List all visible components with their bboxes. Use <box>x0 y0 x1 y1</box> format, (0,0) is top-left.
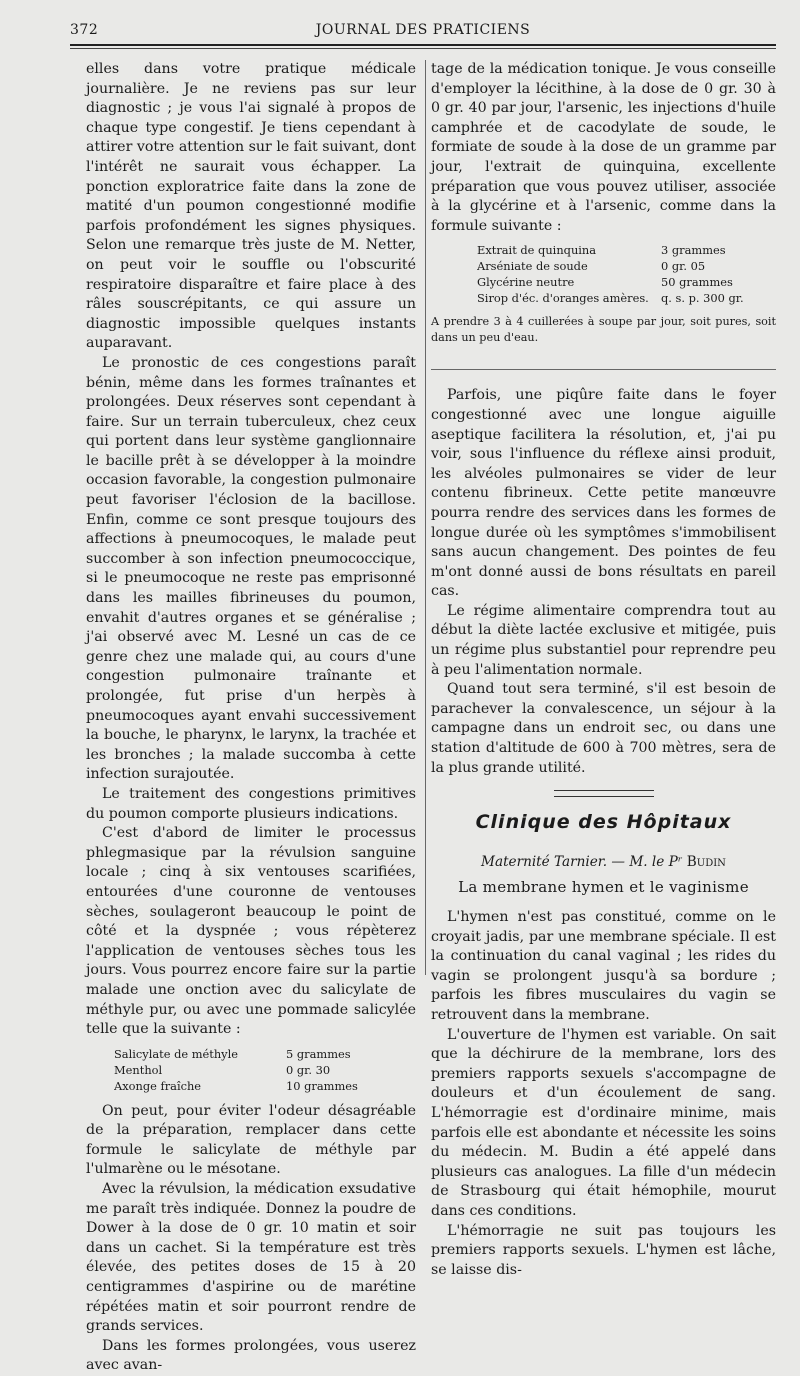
header-rule <box>70 44 776 46</box>
paragraph: Le pronostic de ces congestions paraît bénin, même dans les formes traînantes et prolongées. Deux réserves sont cependant à faire. Sur un terrain tuberculeux, chez ceux qui portent dans leur système ganglionnaire le bacille prêt à se développer à la moindre occasion favorable, la congestion pulmonaire peut favoriser l'éclosion de la bacillose. Enfin, comme ce sont presque toujours des affections à pneumocoques, le malade peut succomber à son infection pneumococcique, si le pneumocoque ne reste pas emprisonné dans les mailles fibrineuses du poumon, envahit d'autres organes et se généralise ; j'ai observé avec M. Lesné un cas de ce genre chez une malade qui, au cours d'une congestion pulmonaire traînante et prolongée, fut prise d'un herpès à pneumocoques ayant envahi successivement la bouche, le pharynx, le larynx, la trachée et les bronches ; la malade succomba à cette infection surajoutée. <box>86 354 416 783</box>
prescription-formula <box>431 242 776 306</box>
formula-ingredient: Salicylate de méthyle <box>114 1046 238 1061</box>
running-header <box>70 20 776 42</box>
formula-ingredient: Arséniate de soude <box>477 259 588 274</box>
formula-row <box>477 274 756 290</box>
paragraph: Parfois, une piqûre faite dans le foyer congestionné avec une longue aiguille aseptique facilitera la résolution, et, j'ai pu voir, sous l'influence du réflexe ainsi produit, les alvéoles pulmonaires se vider de leur contenu fibrineux. Cette petite manœuvre pourra rendre des services dans les formes de longue durée où les symptômes s'immobilisent sans aucun changement. Des pointes de feu m'ont donné aussi de bons résultats en pareil cas. <box>431 387 776 600</box>
formula-row <box>114 1078 380 1094</box>
paragraph: C'est d'abord de limiter le processus phlegmasique par la révulsion sanguine locale ; cinq à six ventouses scarifiées, entourées d'une couronne de ventouses sèches, soulageront beaucoup le point de côté et la dyspnée ; vous répèterez l'application de ventouses sèches tous les jours. Vous pourrez encore faire sur la partie malade une onction avec du salicylate de méthyle pur, ou avec une pommade salicylée telle que la suivante : <box>86 825 416 1038</box>
formula-row <box>114 1062 380 1078</box>
column-divider <box>425 60 426 975</box>
formula-row <box>114 1046 380 1062</box>
header-rule-thin <box>70 48 776 49</box>
byline-author: Budin <box>686 853 726 870</box>
paragraph: tage de la médication tonique. Je vous conseille d'employer la lécithine, à la dose de 0 gr. 30 à 0 gr. 40 par jour, l'arsenic, les injections d'huile camphrée et de cacodylate de soude, le formiate de soude à la dose de un gramme par jour, l'extrait de quinquina, excellente préparation que vous pouvez utiliser, associée à la glycérine et à l'arsenic, comme dans la formule suivante : <box>431 61 776 234</box>
paragraph: L'ouverture de l'hymen est variable. On sait que la déchirure de la membrane, lors des premiers rapports sexuels s'accompagne de douleurs et d'un écoulement de sang. L'hémorragie est d'ordinaire minime, mais parfois elle est abondante et nécessite les soins du médecin. M. Budin a été appelé dans plusieurs cas analogues. La fille d'un médecin de Strasbourg qui était hémophile, mourut dans ces conditions. <box>431 1026 776 1219</box>
left-column <box>86 60 416 1376</box>
formula-row <box>477 290 756 306</box>
paragraph: Quand tout sera terminé, s'il est besoin de parachever la convalescence, un séjour à la campagne dans un endroit sec, ou dans une station d'altitude de 600 à 700 mètres, sera de la plus grande utilité. <box>431 681 776 776</box>
note-separator <box>431 355 776 370</box>
dosage-note: A prendre 3 à 4 cuillerées à soupe par jour, soit pures, soit dans un peu d'eau. <box>431 315 776 344</box>
paragraph: Dans les formes prolongées, vous userez avec avan- <box>86 1337 416 1374</box>
section-title: Clinique des Hôpitaux <box>475 811 732 834</box>
formula-ingredient: Extrait de quinquina <box>477 243 597 258</box>
paragraph: elles dans votre pratique médicale journalière. Je ne reviens pas sur leur diagnostic ; je vous l'ai signalé à propos de chaque type congestif. Je tiens cependant à attirer votre attention sur le fait suivant, dont l'intérêt ne saurait vous échapper. La ponction exploratrice faite dans la zone de matité d'un poumon congestionné modifie parfois profondément les signes physiques. Selon une remarque très juste de M. Netter, on peut voir le souffle ou l'obscurité respiratoire disparaître et faire place à des râles souscrépitants, ce qui assure un diagnostic impossible quelques instants auparavant. <box>86 61 416 352</box>
paragraph: Le traitement des congestions primitives du poumon comporte plusieurs indications. <box>86 785 416 822</box>
paragraph: Avec la révulsion, la médication exsudative me paraît très indiquée. Donnez la poudre de Dower à la dose de 0 gr. 10 matin et soir dans un cachet. Si la température est très élevée, des petites doses de 15 à 20 centigrammes d'aspirine ou de marétine répétées matin et soir pourront rendre de grands services. <box>86 1181 416 1335</box>
byline-place: Maternité Tarnier. <box>481 853 608 870</box>
formula-ingredient: Axonge fraîche <box>114 1078 202 1093</box>
formula-quantity: 0 gr. 30 <box>286 1062 331 1077</box>
formula-quantity: 3 grammes <box>661 243 726 258</box>
formula-ingredient: Menthol <box>114 1062 163 1077</box>
page-number: 372 <box>70 22 99 38</box>
article-title: La membrane hymen et le vaginisme <box>458 878 749 897</box>
formula-quantity: 50 grammes <box>661 275 733 290</box>
paragraph: On peut, pour éviter l'odeur désagréable de la préparation, remplacer dans cette formule le salicylate de méthyle par l'ulmarène ou le mésotane. <box>86 1102 416 1178</box>
article-byline <box>431 853 776 873</box>
journal-title: JOURNAL DES PRATICIENS <box>315 22 531 38</box>
paragraph: L'hymen n'est pas constitué, comme on le croyait jadis, par une membrane spéciale. Il est la continuation du canal vaginal ; les rides du vagin se prolongent jusqu'à sa bordure ; parfois les fibres musculaires du vagin se retrouvent dans la membrane. <box>431 909 776 1023</box>
right-column <box>431 60 776 1280</box>
formula-quantity: q. s. p. 300 gr. <box>661 291 744 306</box>
formula-row <box>477 242 756 258</box>
paragraph: L'hémorragie ne suit pas toujours les premiers rapports sexuels. L'hymen est lâche, se laisse dis- <box>431 1222 776 1278</box>
formula-row <box>477 258 756 274</box>
section-ornament <box>554 790 654 797</box>
byline-separator: — M. le Pʳ <box>607 853 687 870</box>
formula-quantity: 5 grammes <box>286 1046 351 1061</box>
prescription-formula <box>86 1046 416 1094</box>
formula-quantity: 10 grammes <box>286 1078 358 1093</box>
formula-quantity: 0 gr. 05 <box>661 259 706 274</box>
formula-ingredient: Glycérine neutre <box>477 275 575 290</box>
paragraph: Le régime alimentaire comprendra tout au début la diète lactée exclusive et mitigée, puis un régime plus substantiel pour reprendre peu à peu l'alimentation normale. <box>431 602 776 678</box>
formula-ingredient: Sirop d'éc. d'oranges amères. <box>477 291 649 306</box>
